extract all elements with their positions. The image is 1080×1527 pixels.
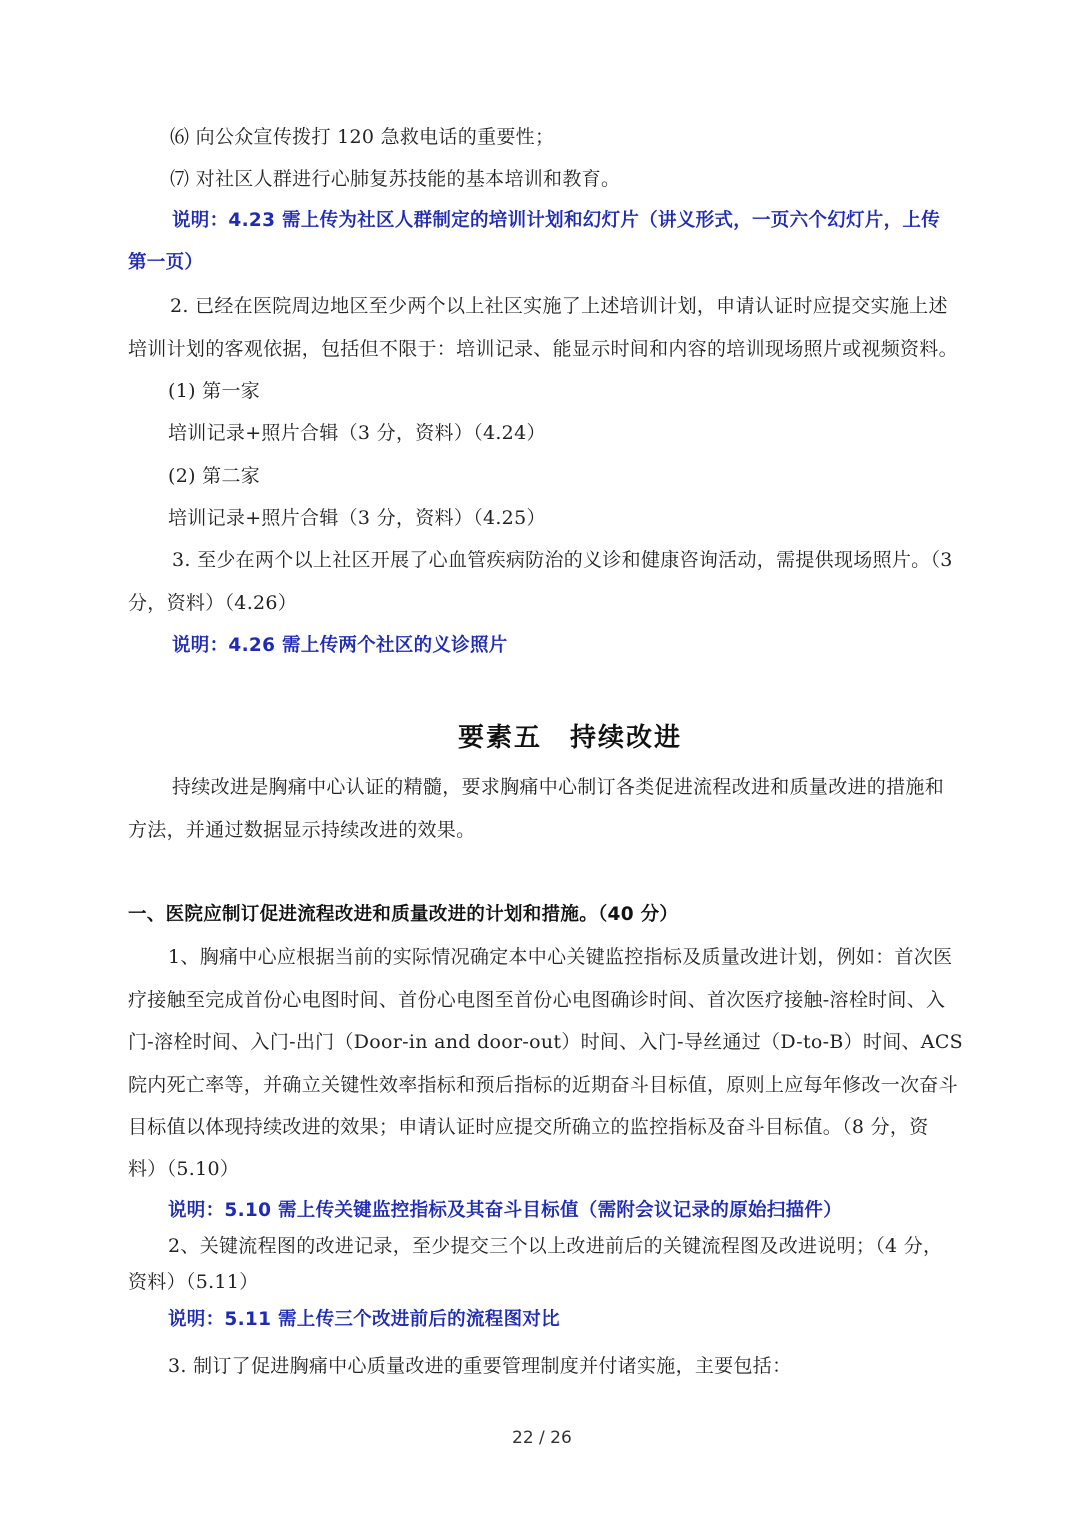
paragraph-2-line1: 2. 已经在医院周边地区至少两个以上社区实施了上述培训计划，申请认证时应提交实施上述: [170, 295, 948, 317]
item-1-line2: 疗接触至完成首份心电图时间、首份心电图至首份心电图确诊时间、首次医疗接触-溶栓时间、入: [128, 989, 946, 1011]
item-1-line5: 目标值以体现持续改进的效果；申请认证时应提交所确立的监控指标及奋斗目标值。（8 分，资: [128, 1116, 929, 1138]
note-5-11: 说明：5.11 需上传三个改进前后的流程图对比: [168, 1309, 560, 1330]
item-1-line6: 料）（5.10）: [128, 1158, 240, 1180]
item-2-line1: 2、关键流程图的改进记录，至少提交三个以上改进前后的关键流程图及改进说明；（4 分，: [168, 1235, 943, 1257]
second-community-item: 培训记录+照片合辑（3 分，资料）（4.25）: [168, 507, 546, 529]
element-five-heading: 要素五 持续改进: [458, 723, 683, 753]
paragraph-3-line2: 分，资料）（4.26）: [128, 592, 298, 614]
first-community-label: (1) 第一家: [168, 380, 261, 402]
item-1-line3: 门-溶栓时间、入门-出门（Door-in and door-out）时间、入门-导丝通过（D-to-B）时间、ACS: [128, 1031, 963, 1053]
item-1-line4: 院内死亡率等，并确立关键性效率指标和预后指标的近期奋斗目标值，原则上应每年修改一次奋斗: [128, 1074, 958, 1096]
item-3-line1: 3. 制订了促进胸痛中心质量改进的重要管理制度并付诸实施，主要包括：: [168, 1355, 792, 1377]
intro-line2: 方法，并通过数据显示持续改进的效果。: [128, 819, 476, 841]
list-item-7: ⑺ 对社区人群进行心肺复苏技能的基本培训和教育。: [170, 168, 621, 190]
item-1-line1: 1、胸痛中心应根据当前的实际情况确定本中心关键监控指标及质量改进计划，例如：首次医: [168, 946, 953, 968]
note-4-23-line1: 说明：4.23 需上传为社区人群制定的培训计划和幻灯片（讲义形式，一页六个幻灯片，上传: [172, 210, 940, 231]
note-4-23-line2: 第一页）: [128, 252, 204, 273]
note-4-26: 说明：4.26 需上传两个社区的义诊照片: [172, 635, 508, 656]
intro-line1: 持续改进是胸痛中心认证的精髓，要求胸痛中心制订各类促进流程改进和质量改进的措施和: [172, 776, 945, 798]
section-one-title: 一、医院应制订促进流程改进和质量改进的计划和措施。（40 分）: [128, 904, 679, 925]
paragraph-3-line1: 3. 至少在两个以上社区开展了心血管疾病防治的义诊和健康咨询活动，需提供现场照片。（3: [172, 549, 953, 571]
list-item-6: ⑹ 向公众宣传拨打 120 急救电话的重要性；: [170, 126, 555, 148]
second-community-label: (2) 第二家: [168, 465, 261, 487]
paragraph-2-line2: 培训计划的客观依据，包括但不限于：培训记录、能显示时间和内容的培训现场照片或视频资料。: [128, 338, 958, 360]
note-5-10: 说明：5.10 需上传关键监控指标及其奋斗目标值（需附会议记录的原始扫描件）: [168, 1200, 842, 1221]
item-2-line2: 资料）（5.11）: [128, 1271, 259, 1293]
page-number: 22 / 26: [512, 1428, 572, 1448]
first-community-item: 培训记录+照片合辑（3 分，资料）（4.24）: [168, 422, 546, 444]
